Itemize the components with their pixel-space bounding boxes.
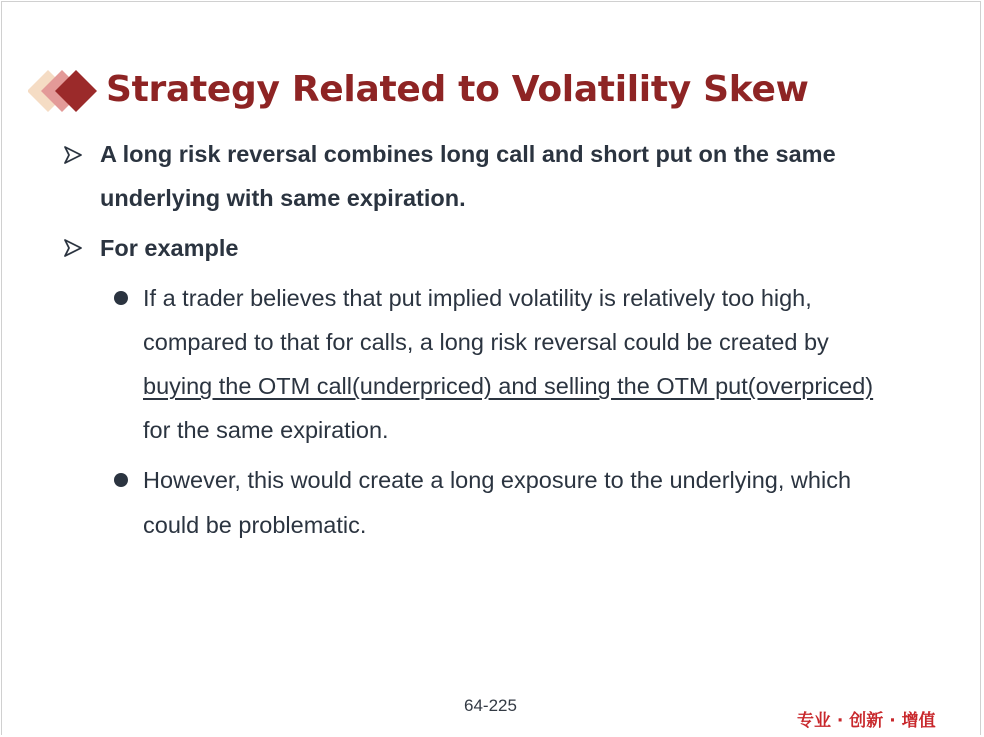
point-2-line-1: For example bbox=[100, 235, 239, 261]
arrowhead-bullet-icon bbox=[63, 238, 83, 258]
slide bbox=[1, 1, 981, 735]
circle-bullet-icon bbox=[114, 473, 128, 487]
point-1-line-2: underlying with same expiration. bbox=[100, 185, 466, 211]
point-1-line-1: A long risk reversal combines long call and short put on the same bbox=[100, 141, 836, 167]
sub-point-1-line-2: compared to that for calls, a long risk reversal could be created by bbox=[143, 329, 829, 355]
sub-point-1-line-3-underlined: buying the OTM call(underpriced) and selling the OTM put(overpriced) bbox=[143, 373, 874, 399]
sub-point-1-line-1: If a trader believes that put implied volatility is relatively too high, bbox=[143, 285, 812, 311]
title-diamonds-icon bbox=[28, 70, 100, 112]
sub-point-2-line-2: could be problematic. bbox=[143, 512, 367, 538]
sub-point-1-line-4: for the same expiration. bbox=[143, 417, 389, 443]
slide-title: Strategy Related to Volatility Skew bbox=[106, 69, 809, 110]
page-number: 64-225 bbox=[464, 696, 517, 715]
circle-bullet-icon bbox=[114, 291, 128, 305]
sub-point-2-line-1: However, this would create a long exposure to the underlying, which bbox=[143, 467, 852, 493]
arrowhead-bullet-icon bbox=[63, 145, 83, 165]
slogan: 专业 · 创新 · 增值 bbox=[797, 711, 936, 731]
